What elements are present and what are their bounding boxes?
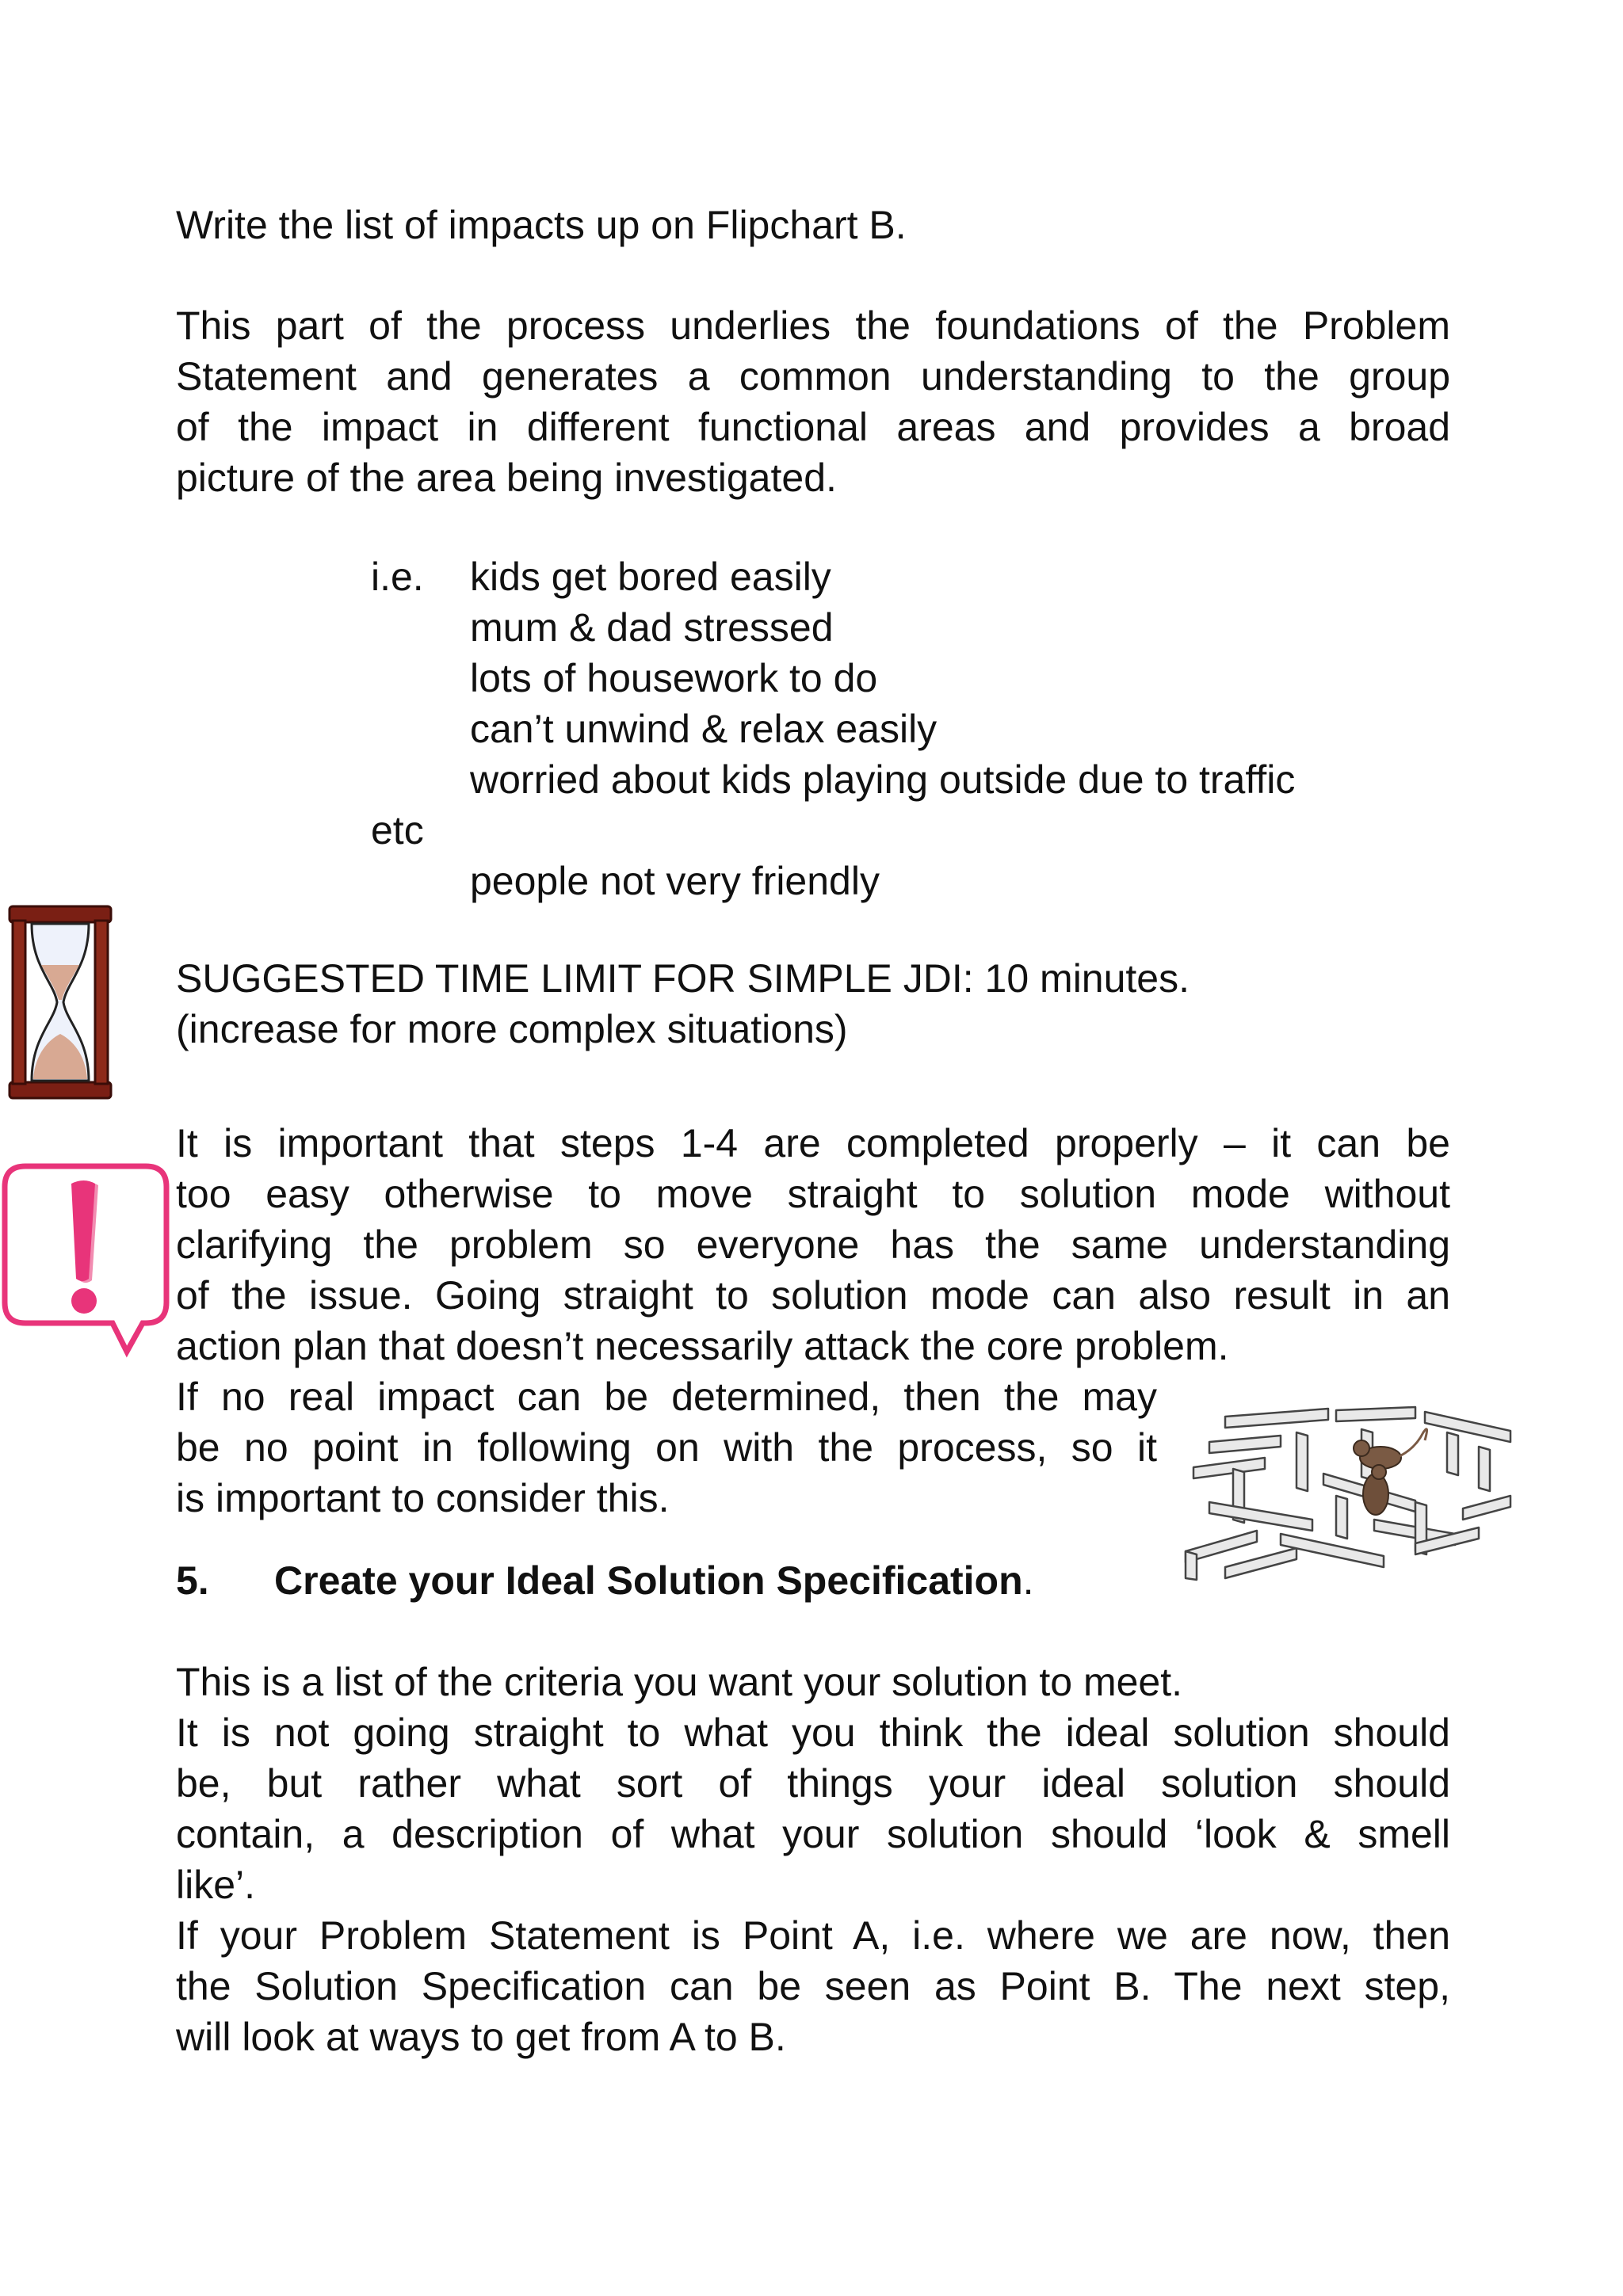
paragraph-criteria bbox=[176, 1657, 1450, 2062]
section-5-heading bbox=[176, 1555, 1034, 1606]
time-limit bbox=[176, 953, 1190, 1055]
text-line: will look at ways to get from A to B. bbox=[176, 2015, 786, 2059]
text-line: clarifying the problem so everyone has the same understanding bbox=[176, 1222, 1450, 1267]
text-line: like’. bbox=[176, 1863, 256, 1907]
hourglass-icon bbox=[5, 903, 116, 1101]
text-line: be, but rather what sort of things your ideal solution should bbox=[176, 1761, 1450, 1806]
example-item: lots of housework to do bbox=[470, 656, 878, 700]
exclamation-speech-bubble-icon bbox=[2, 1161, 171, 1360]
text-line: It is not going straight to what you think the ideal solution should bbox=[176, 1711, 1450, 1755]
text-line: be no point in following on with the process, so it bbox=[176, 1425, 1157, 1470]
text-line: action plan that doesn’t necessarily attack the core problem. bbox=[176, 1324, 1229, 1368]
example-item: people not very friendly bbox=[470, 859, 880, 903]
text-line: the Solution Specification can be seen as Point B. The next step, bbox=[176, 1964, 1450, 2008]
text-line: This part of the process underlies the foundations of the Problem bbox=[176, 303, 1450, 348]
etc-label: etc bbox=[371, 808, 424, 852]
text-line: If your Problem Statement is Point A, i.e. where we are now, then bbox=[176, 1913, 1450, 1958]
example-item: kids get bored easily bbox=[470, 555, 831, 599]
text-line: This is a list of the criteria you want your solution to meet. bbox=[176, 1660, 1182, 1704]
paragraph-important bbox=[176, 1118, 1450, 1371]
text-line: It is important that steps 1-4 are completed properly – it can be bbox=[176, 1121, 1450, 1165]
text-line: is important to consider this. bbox=[176, 1476, 670, 1520]
example-item: mum & dad stressed bbox=[470, 605, 834, 650]
time-limit-line: SUGGESTED TIME LIMIT FOR SIMPLE JDI: 10 minutes. bbox=[176, 956, 1190, 1001]
paragraph-no-impact bbox=[176, 1371, 1157, 1524]
text-line: of the impact in different functional areas and provides a broad bbox=[176, 405, 1450, 449]
examples-label: i.e. bbox=[371, 555, 424, 599]
example-item: worried about kids playing outside due to traffic bbox=[470, 757, 1296, 802]
example-item: can’t unwind & relax easily bbox=[470, 707, 938, 751]
text-line: contain, a description of what your solution should ‘look & smell bbox=[176, 1812, 1450, 1856]
text-line: too easy otherwise to move straight to solution mode without bbox=[176, 1172, 1450, 1216]
section-title: Create your Ideal Solution Specification bbox=[274, 1558, 1023, 1603]
paragraph-process bbox=[176, 300, 1450, 503]
maze-with-mouse-icon bbox=[1178, 1401, 1520, 1585]
section-title-period: . bbox=[1022, 1558, 1034, 1603]
intro-line: Write the list of impacts up on Flipchart B. bbox=[176, 203, 907, 247]
time-limit-note: (increase for more complex situations) bbox=[176, 1007, 848, 1051]
text-line: Statement and generates a common understanding to the group bbox=[176, 354, 1450, 399]
section-number: 5. bbox=[176, 1558, 209, 1603]
text-line: of the issue. Going straight to solution mode can also result in an bbox=[176, 1273, 1450, 1318]
text-line: picture of the area being investigated. bbox=[176, 456, 837, 500]
text-line: If no real impact can be determined, then the may bbox=[176, 1375, 1157, 1419]
